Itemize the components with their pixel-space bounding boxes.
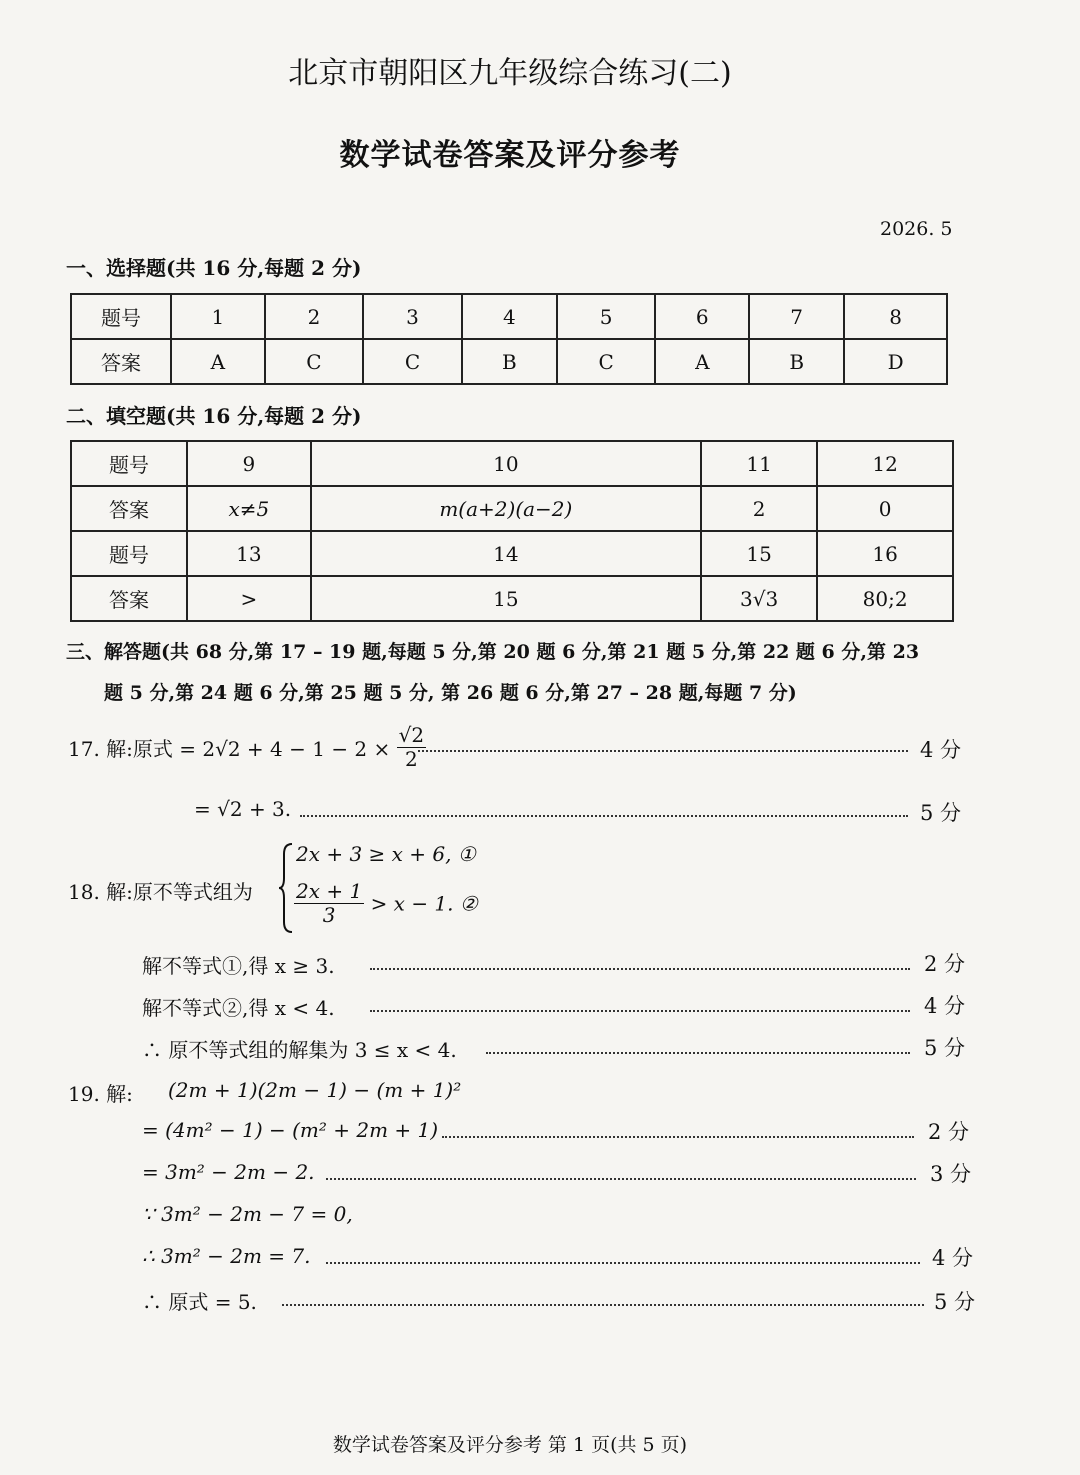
table-cell: 10 bbox=[311, 441, 701, 486]
q17-fraction bbox=[397, 724, 426, 771]
q19-expression: (2m + 1)(2m − 1) − (m + 1)² bbox=[168, 1078, 462, 1102]
table-cell: 15 bbox=[311, 576, 701, 621]
table-row-label: 答案 bbox=[71, 576, 187, 621]
section3-heading-cont: 题 5 分,第 24 题 6 分,第 25 题 5 分, 第 26 题 6 分,第 27 – 28 题,每题 7 分) bbox=[104, 682, 797, 704]
q18-score2: 4 分 bbox=[924, 994, 966, 1018]
table-cell: 8 bbox=[844, 294, 947, 339]
section2-heading: 二、填空题(共 16 分,每题 2 分) bbox=[66, 404, 362, 428]
exam-date: 2026. 5 bbox=[880, 218, 953, 240]
q17-expression: 17. 解:原式 = 2√2 + 4 − 1 − 2 × bbox=[68, 737, 391, 761]
q19-step1: = (4m² − 1) − (m² + 2m + 1) bbox=[142, 1118, 439, 1142]
dotted-leader bbox=[418, 750, 908, 752]
table-cell: B bbox=[462, 339, 557, 384]
table-cell: 2 bbox=[701, 486, 817, 531]
table-cell: 15 bbox=[701, 531, 817, 576]
table-cell: x≠5 bbox=[187, 486, 311, 531]
q18-score1: 2 分 bbox=[924, 952, 966, 976]
table-cell: B bbox=[749, 339, 844, 384]
choice-number-row bbox=[71, 294, 947, 339]
q17-frac-denominator: 2 bbox=[405, 747, 418, 771]
answer-key-title: 数学试卷答案及评分参考 bbox=[339, 138, 681, 173]
q17-score1: 4 分 bbox=[920, 738, 962, 762]
table-cell: 16 bbox=[817, 531, 953, 576]
page-footer: 数学试卷答案及评分参考 第 1 页(共 5 页) bbox=[332, 1434, 688, 1456]
table-cell: 2 bbox=[265, 294, 364, 339]
q18-fraction bbox=[294, 880, 364, 927]
fill-number-row bbox=[71, 531, 953, 576]
q17-line2: = √2 + 3. bbox=[194, 797, 292, 821]
q19-step3: ∵ 3m² − 2m − 7 = 0, bbox=[142, 1202, 353, 1226]
dotted-leader bbox=[370, 968, 910, 970]
table-cell: C bbox=[557, 339, 656, 384]
q18-frac-numerator: 2x + 1 bbox=[296, 879, 363, 903]
q18-step1: 解不等式①,得 x ≥ 3. bbox=[142, 954, 335, 978]
q19-step4: ∴ 3m² − 2m = 7. bbox=[142, 1244, 311, 1268]
table-cell: 9 bbox=[187, 441, 311, 486]
q19-label: 19. 解: bbox=[68, 1082, 133, 1106]
dotted-leader bbox=[486, 1052, 910, 1054]
fill-answer-row bbox=[71, 576, 953, 621]
q18-inequality2-rest: > x − 1. ② bbox=[370, 891, 478, 916]
dotted-leader bbox=[326, 1262, 920, 1264]
table-cell: 3 bbox=[363, 294, 462, 339]
dotted-leader bbox=[442, 1136, 914, 1138]
q18-frac-denominator: 3 bbox=[322, 903, 336, 927]
table-row-label: 答案 bbox=[71, 486, 187, 531]
left-brace-icon bbox=[278, 842, 294, 934]
table-row-label: 题号 bbox=[71, 531, 187, 576]
dotted-leader bbox=[282, 1304, 924, 1306]
q19-score2: 3 分 bbox=[930, 1162, 972, 1186]
q19-step2: = 3m² − 2m − 2. bbox=[142, 1160, 315, 1184]
q17-line1 bbox=[68, 724, 426, 771]
q19-score5: 5 分 bbox=[934, 1290, 976, 1314]
q19-score4: 4 分 bbox=[932, 1246, 974, 1270]
q18-step3: ∴ 原不等式组的解集为 3 ≤ x < 4. bbox=[142, 1038, 457, 1062]
table-cell: C bbox=[265, 339, 364, 384]
table-row-label: 答案 bbox=[71, 339, 171, 384]
table-cell: 7 bbox=[749, 294, 844, 339]
dotted-leader bbox=[300, 815, 908, 817]
section1-heading: 一、选择题(共 16 分,每题 2 分) bbox=[66, 256, 362, 280]
table-row-label: 题号 bbox=[71, 441, 187, 486]
q18-inequality2 bbox=[294, 880, 478, 927]
choice-answer-row bbox=[71, 339, 947, 384]
q18-score3: 5 分 bbox=[924, 1036, 966, 1060]
choice-answer-table bbox=[70, 293, 948, 385]
table-cell: 3√3 bbox=[701, 576, 817, 621]
table-cell: 0 bbox=[817, 486, 953, 531]
q18-inequality1: 2x + 3 ≥ x + 6, ① bbox=[296, 842, 476, 866]
table-cell: 12 bbox=[817, 441, 953, 486]
q17-frac-numerator: √2 bbox=[398, 723, 425, 747]
table-cell: D bbox=[844, 339, 947, 384]
table-cell: 11 bbox=[701, 441, 817, 486]
table-cell: 80;2 bbox=[817, 576, 953, 621]
dotted-leader bbox=[326, 1178, 916, 1180]
table-cell: > bbox=[187, 576, 311, 621]
fill-answer-row bbox=[71, 486, 953, 531]
dotted-leader bbox=[370, 1010, 910, 1012]
table-cell: 13 bbox=[187, 531, 311, 576]
fill-number-row bbox=[71, 441, 953, 486]
table-cell: C bbox=[363, 339, 462, 384]
table-cell: 5 bbox=[557, 294, 656, 339]
q19-score1: 2 分 bbox=[928, 1120, 970, 1144]
table-row-label: 题号 bbox=[71, 294, 171, 339]
q17-score2: 5 分 bbox=[920, 801, 962, 825]
table-cell: 4 bbox=[462, 294, 557, 339]
table-cell: 1 bbox=[171, 294, 265, 339]
table-cell: A bbox=[171, 339, 265, 384]
q19-step5: ∴ 原式 = 5. bbox=[142, 1290, 257, 1314]
q18-step2: 解不等式②,得 x < 4. bbox=[142, 996, 335, 1020]
section3-heading: 三、解答题(共 68 分,第 17 – 19 题,每题 5 分,第 20 题 6 分,第 21 题 5 分,第 22 题 6 分,第 23 bbox=[66, 641, 920, 663]
exam-title: 北京市朝阳区九年级综合练习(二) bbox=[288, 56, 732, 91]
fill-blank-answer-table bbox=[70, 440, 954, 622]
table-cell: 6 bbox=[655, 294, 749, 339]
table-cell: 14 bbox=[311, 531, 701, 576]
table-cell: m(a+2)(a−2) bbox=[311, 486, 701, 531]
q18-label: 18. 解:原不等式组为 bbox=[68, 880, 253, 904]
table-cell: A bbox=[655, 339, 749, 384]
